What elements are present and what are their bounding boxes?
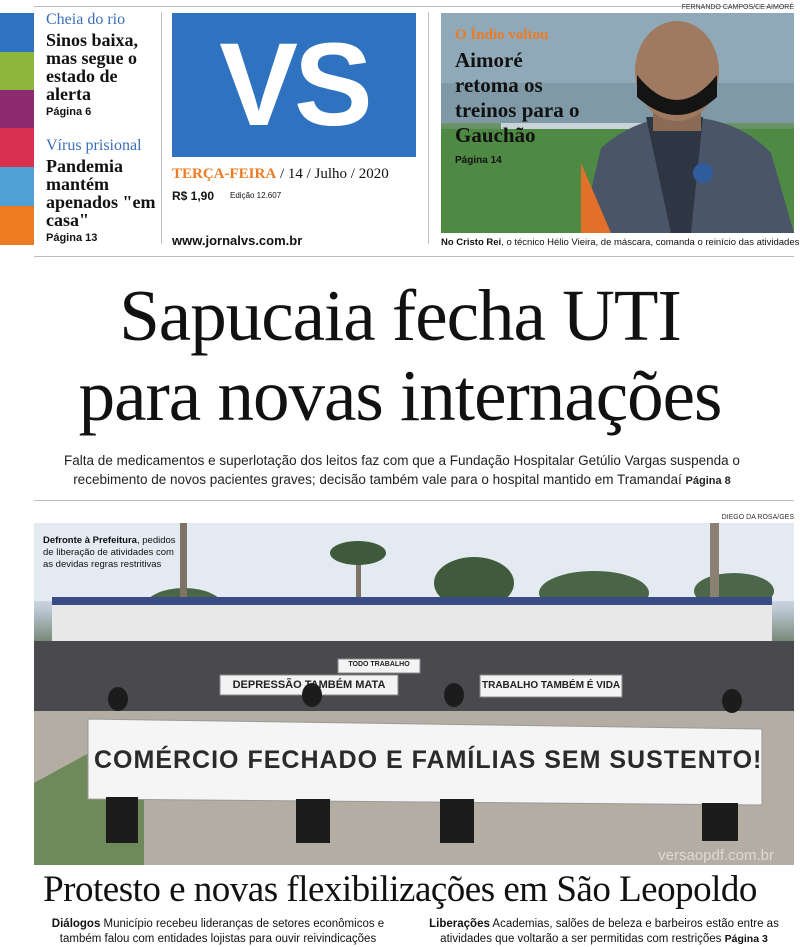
sports-photo[interactable] bbox=[441, 13, 794, 233]
top-rule bbox=[34, 6, 794, 7]
photo-caption bbox=[43, 535, 183, 571]
sports-headline: Aimoré retoma os treinos para o Gauchão bbox=[455, 48, 580, 147]
headline-line-2: para novas internações bbox=[78, 355, 722, 436]
sports-kicker: O Índio voltou bbox=[455, 27, 549, 43]
edition: Edição 12.607 bbox=[230, 191, 282, 200]
teaser-prison[interactable] bbox=[46, 137, 158, 244]
subheadline bbox=[30, 451, 774, 491]
caption-rest: , pedidos de liberação de atividades com as devidas regras restritivas bbox=[43, 535, 176, 570]
strip-blue bbox=[0, 13, 34, 52]
teaser-headline: Sinos baixa, mas segue o estado de alerta bbox=[46, 30, 139, 104]
strip-lightblue bbox=[0, 167, 34, 206]
watermark: versaopdf.com.br bbox=[658, 847, 774, 864]
left-rest: Município recebeu lideranças de setores econômicos e também falou com entidades lojistas para ouvir reivindicações bbox=[59, 918, 385, 945]
strip-red bbox=[0, 128, 34, 167]
strip-orange bbox=[0, 206, 34, 245]
sports-caption bbox=[441, 237, 799, 248]
teaser-kicker: Cheia do rio bbox=[46, 11, 126, 28]
right-bold: Liberações bbox=[429, 918, 490, 930]
mid-rule bbox=[34, 500, 794, 501]
date-rest: / 14 / Julho / 2020 bbox=[279, 166, 389, 182]
protest-photo[interactable] bbox=[34, 523, 794, 865]
strip-purple bbox=[0, 90, 34, 128]
main-headline[interactable] bbox=[0, 276, 800, 436]
sports-page: Página 14 bbox=[455, 155, 502, 166]
photo-credit: DIEGO DA ROSA/GES bbox=[721, 514, 794, 521]
subhead-page: Página 8 bbox=[685, 475, 731, 487]
date-line bbox=[172, 166, 389, 183]
teaser-headline: Pandemia mantém apenados "em casa" bbox=[46, 156, 156, 230]
headline-line-1: Sapucaia fecha UTI bbox=[119, 275, 681, 356]
divider bbox=[428, 12, 429, 244]
teaser-page: Página 6 bbox=[46, 106, 92, 118]
subhead-text: Falta de medicamentos e superlotação dos leitos faz com que a Fundação Hospitalar Getúlio Vargas suspenda o recebimento de novos pacientes graves; decisão também vale para o hospital mantido em Tramandaí bbox=[64, 453, 740, 487]
left-bold: Diálogos bbox=[51, 918, 101, 930]
bottom-left-text bbox=[48, 917, 388, 947]
caption-bold: Defronte à Prefeitura bbox=[43, 535, 137, 546]
photo-credit: FERNANDO CAMPOS/CE AIMORÉ bbox=[681, 4, 794, 11]
caption-rest: , o técnico Hélio Vieira, de máscara, comanda o reinício das atividades bbox=[501, 237, 800, 248]
banner-main-text: COMÉRCIO FECHADO E FAMÍLIAS SEM SUSTENTO! bbox=[94, 746, 763, 774]
bottom-right-text bbox=[426, 917, 782, 947]
newspaper-logo[interactable] bbox=[172, 13, 416, 157]
teaser-page: Página 13 bbox=[46, 232, 98, 244]
header-rule bbox=[34, 256, 794, 257]
sports-teaser bbox=[455, 27, 605, 166]
divider bbox=[161, 12, 162, 244]
caption-bold: No Cristo Rei bbox=[441, 237, 502, 248]
website-link[interactable]: www.jornalvs.com.br bbox=[172, 233, 303, 248]
logo-text: VS bbox=[219, 19, 369, 151]
date-weekday: TERÇA-FEIRA bbox=[172, 166, 277, 182]
strip-green bbox=[0, 52, 34, 90]
protest-illustration bbox=[34, 523, 794, 865]
teaser-kicker: Vírus prisional bbox=[46, 137, 142, 154]
bottom-headline[interactable]: Protesto e novas flexibilizações em São Leopoldo bbox=[43, 869, 757, 910]
banner-small-text: TODO TRABALHO bbox=[348, 661, 410, 668]
right-page: Página 3 bbox=[724, 933, 768, 945]
right-rest: Academias, salões de beleza e barbeiros estão entre as atividades que voltarão a ser permitidas com restrições bbox=[440, 918, 779, 945]
teaser-flood[interactable] bbox=[46, 11, 158, 118]
banner-right-text: TRABALHO TAMBÉM É VIDA bbox=[482, 680, 621, 691]
banner-left-text: DEPRESSÃO TAMBÉM MATA bbox=[232, 679, 386, 691]
price: R$ 1,90 bbox=[172, 189, 215, 203]
